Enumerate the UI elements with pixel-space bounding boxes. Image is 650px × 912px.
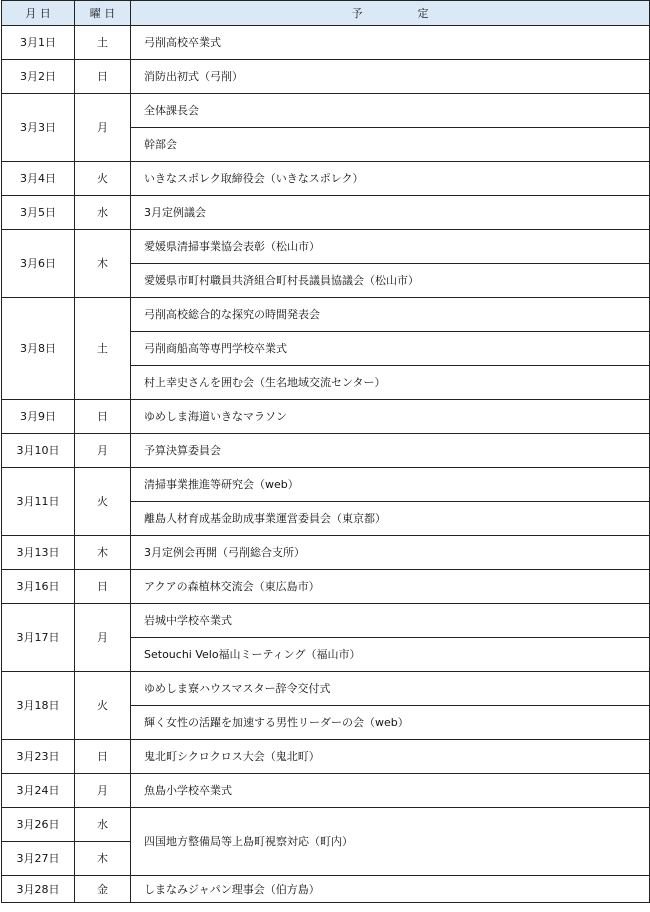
schedule-table xyxy=(1,0,650,903)
header-date: 月 日 xyxy=(2,1,75,26)
event-cell: 岩城中学校卒業式 xyxy=(131,604,650,638)
table-row xyxy=(2,672,650,706)
event-cell: 弓削高校卒業式 xyxy=(131,26,650,60)
event-cell: 3月定例会再開（弓削総合支所） xyxy=(131,536,650,570)
date-cell: 3月26日 xyxy=(2,808,75,842)
weekday-cell: 日 xyxy=(75,400,131,434)
weekday-cell: 木 xyxy=(75,842,131,876)
date-cell: 3月27日 xyxy=(2,842,75,876)
header-schedule: 予 定 xyxy=(131,1,650,26)
date-cell: 3月4日 xyxy=(2,162,75,196)
table-row xyxy=(2,808,650,842)
weekday-cell: 火 xyxy=(75,162,131,196)
date-cell: 3月2日 xyxy=(2,60,75,94)
event-cell: ゆめしま海道いきなマラソン xyxy=(131,400,650,434)
event-cell: 3月定例議会 xyxy=(131,196,650,230)
table-row xyxy=(2,230,650,264)
table-row xyxy=(2,196,650,230)
event-cell: しまなみジャパン理事会（伯方島） xyxy=(131,876,650,903)
date-cell: 3月8日 xyxy=(2,298,75,400)
date-cell: 3月11日 xyxy=(2,468,75,536)
weekday-cell: 日 xyxy=(75,570,131,604)
header-weekday: 曜 日 xyxy=(75,1,131,26)
event-cell: ゆめしま寮ハウスマスター辞令交付式 xyxy=(131,672,650,706)
event-cell: 幹部会 xyxy=(131,128,650,162)
weekday-cell: 水 xyxy=(75,196,131,230)
table-row xyxy=(2,876,650,903)
weekday-cell: 木 xyxy=(75,536,131,570)
date-cell: 3月10日 xyxy=(2,434,75,468)
table-row xyxy=(2,604,650,638)
table-row xyxy=(2,468,650,502)
table-row xyxy=(2,434,650,468)
weekday-cell: 金 xyxy=(75,876,131,903)
table-row xyxy=(2,774,650,808)
table-row xyxy=(2,536,650,570)
event-cell: いきなスポレク取締役会（いきなスポレク） xyxy=(131,162,650,196)
date-cell: 3月17日 xyxy=(2,604,75,672)
event-cell: 愛媛県清掃事業協会表彰（松山市） xyxy=(131,230,650,264)
date-cell: 3月28日 xyxy=(2,876,75,903)
table-row xyxy=(2,60,650,94)
table-row xyxy=(2,162,650,196)
event-cell: 村上幸史さんを囲む会（生名地域交流センター） xyxy=(131,366,650,400)
event-cell: 弓削高校総合的な探究の時間発表会 xyxy=(131,298,650,332)
date-cell: 3月24日 xyxy=(2,774,75,808)
event-cell: アクアの森植林交流会（東広島市） xyxy=(131,570,650,604)
event-cell: 消防出初式（弓削） xyxy=(131,60,650,94)
weekday-cell: 土 xyxy=(75,26,131,60)
weekday-cell: 水 xyxy=(75,808,131,842)
weekday-cell: 月 xyxy=(75,434,131,468)
date-cell: 3月6日 xyxy=(2,230,75,298)
event-cell: 清掃事業推進等研究会（web） xyxy=(131,468,650,502)
weekday-cell: 日 xyxy=(75,740,131,774)
event-cell: Setouchi Velo福山ミーティング（福山市） xyxy=(131,638,650,672)
weekday-cell: 土 xyxy=(75,298,131,400)
schedule-body xyxy=(2,26,650,903)
date-cell: 3月5日 xyxy=(2,196,75,230)
date-cell: 3月3日 xyxy=(2,94,75,162)
date-cell: 3月9日 xyxy=(2,400,75,434)
weekday-cell: 月 xyxy=(75,94,131,162)
table-row xyxy=(2,400,650,434)
table-row xyxy=(2,26,650,60)
table-row xyxy=(2,298,650,332)
event-cell: 離島人材育成基金助成事業運営委員会（東京都） xyxy=(131,502,650,536)
date-cell: 3月16日 xyxy=(2,570,75,604)
event-cell: 愛媛県市町村職員共済組合町村長議員協議会（松山市） xyxy=(131,264,650,298)
weekday-cell: 木 xyxy=(75,230,131,298)
event-cell: 弓削商船高等専門学校卒業式 xyxy=(131,332,650,366)
date-cell: 3月18日 xyxy=(2,672,75,740)
event-cell: 予算決算委員会 xyxy=(131,434,650,468)
date-cell: 3月23日 xyxy=(2,740,75,774)
weekday-cell: 火 xyxy=(75,468,131,536)
weekday-cell: 月 xyxy=(75,604,131,672)
weekday-cell: 月 xyxy=(75,774,131,808)
table-row xyxy=(2,740,650,774)
weekday-cell: 日 xyxy=(75,60,131,94)
event-cell: 輝く女性の活躍を加速する男性リーダーの会（web） xyxy=(131,706,650,740)
table-row xyxy=(2,94,650,128)
date-cell: 3月1日 xyxy=(2,26,75,60)
event-cell: 魚島小学校卒業式 xyxy=(131,774,650,808)
event-cell: 鬼北町シクロクロス大会（鬼北町） xyxy=(131,740,650,774)
event-cell: 全体課長会 xyxy=(131,94,650,128)
event-cell: 四国地方整備局等上島町視察対応（町内） xyxy=(131,808,650,876)
date-cell: 3月13日 xyxy=(2,536,75,570)
header-row xyxy=(2,1,650,26)
weekday-cell: 火 xyxy=(75,672,131,740)
table-row xyxy=(2,570,650,604)
